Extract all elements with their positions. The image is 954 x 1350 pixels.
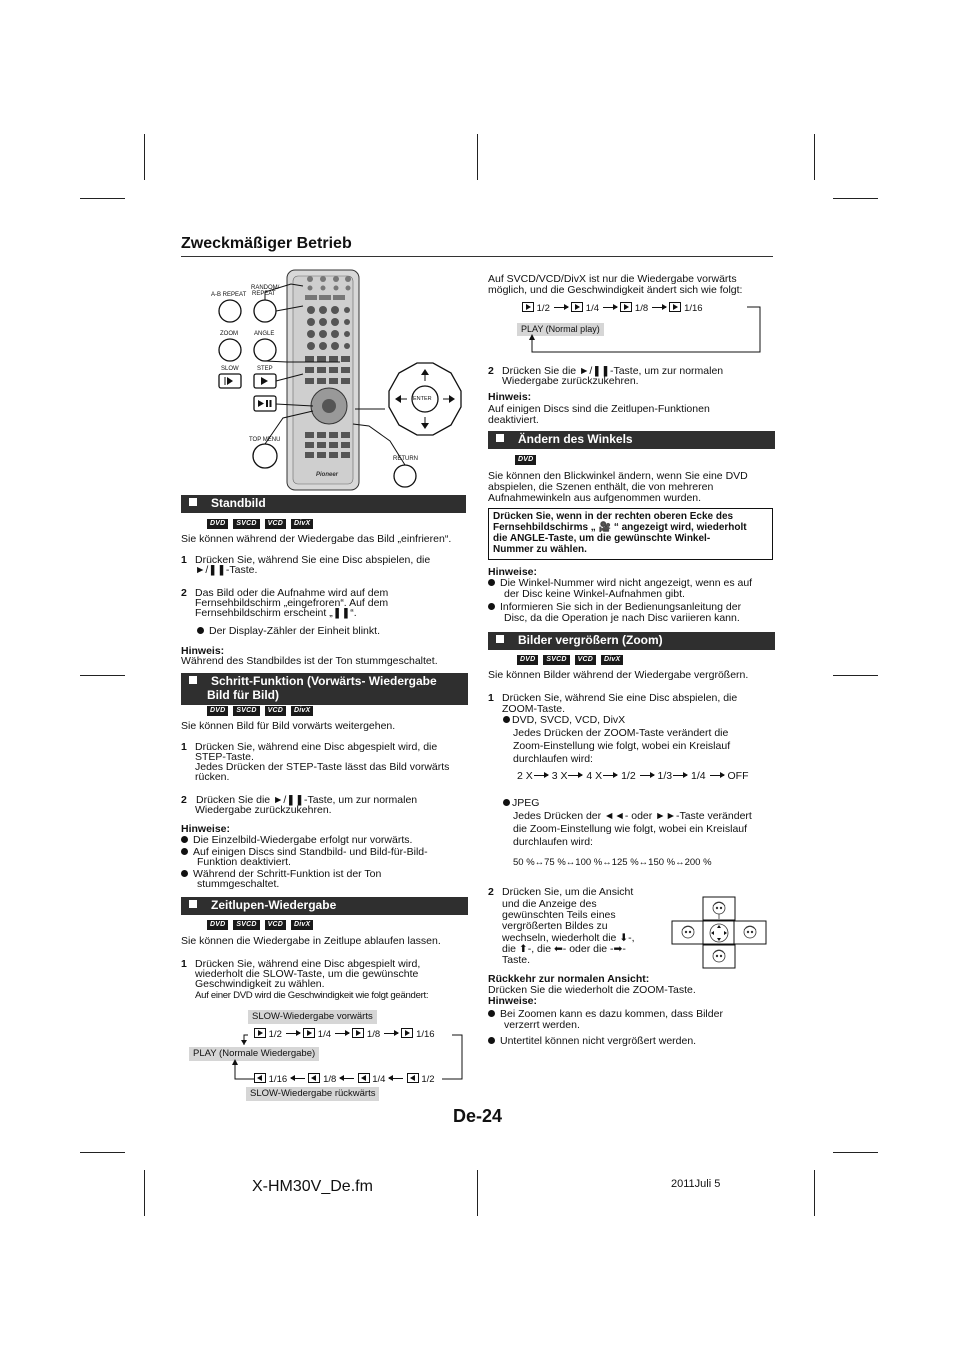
- step-text: Wiedergabe zurückzukehren.: [502, 375, 639, 387]
- crop-mark: [80, 675, 125, 676]
- badge-divx: DivX: [601, 655, 623, 665]
- svcd-text: Auf SVCD/VCD/DivX ist nur die Wiedergabe vorwärts: [488, 273, 737, 285]
- zoom-pan-diagram: [671, 896, 767, 970]
- badge-dvd: DVD: [515, 455, 536, 465]
- badge-dvd: DVD: [207, 519, 228, 529]
- label-step: STEP: [257, 366, 273, 372]
- step-text: Drücken Sie die ►/❚❚-Taste, um zur normalen: [502, 365, 724, 377]
- crop-mark: [814, 1170, 815, 1216]
- step-text: die ⬆-, die ⬅- oder die -➡-: [502, 943, 626, 955]
- step-text: Fernsehbildschirm erscheint „❚❚“.: [195, 607, 357, 619]
- crop-mark: [144, 134, 145, 180]
- footer-date: 2011Juli 5: [671, 1178, 721, 1190]
- disc-badges: [515, 455, 536, 465]
- badge-svcd: SVCD: [233, 920, 259, 930]
- step-text: STEP-Taste.: [195, 751, 254, 763]
- step-text: Wiedergabe zurückzukehren.: [195, 804, 332, 816]
- winkel-instruction-box: [488, 508, 773, 560]
- svcd-steps: 1/2 1/4 1/8 1/16: [522, 302, 703, 315]
- step-text: Auf einer DVD wird die Geschwindigkeit wie folgt geändert:: [195, 990, 429, 1001]
- hinweis-text: Auf einigen Discs sind die Zeitlupen-Funktionen: [488, 403, 710, 415]
- hinweis-label: Hinweis:: [488, 391, 532, 403]
- crop-mark: [833, 198, 878, 199]
- step-text: Geschwindigkeit zu wählen.: [195, 978, 325, 990]
- crop-mark: [80, 198, 125, 199]
- badge-svcd: SVCD: [233, 519, 259, 529]
- crop-mark: [144, 1170, 145, 1216]
- step-text: Drücken Sie, während Sie eine Disc abspielen, die: [502, 692, 738, 704]
- step-number: 2: [488, 365, 494, 377]
- step-text: Taste.: [502, 954, 531, 966]
- disc-badges: [207, 920, 313, 930]
- box-line: Nummer zu wählen.: [493, 544, 587, 555]
- label-random-repeat-2: REPEAT: [252, 291, 276, 297]
- rueckkehr-text: Drücken Sie die wiederholt die ZOOM-Taste.: [488, 984, 696, 996]
- label-return: RETURN: [393, 456, 418, 462]
- badge-vcd: VCD: [265, 706, 286, 716]
- svcd-text: möglich, und die Geschwindigkeit ändert sich wie folgt:: [488, 284, 743, 296]
- page-title: Zweckmäßiger Betrieb: [181, 235, 352, 252]
- section-standbild: Standbild: [181, 495, 466, 513]
- disc-badges: [207, 706, 313, 716]
- bullet-item: Untertitel können nicht vergrößert werden.: [488, 1035, 696, 1048]
- section-winkel: Ändern des Winkels: [488, 431, 775, 449]
- badge-divx: DivX: [291, 920, 313, 930]
- slow-cycle-lines: [230, 1025, 470, 1085]
- bullet-item: DVD, SVCD, VCD, DivX: [503, 714, 625, 727]
- box-line: Drücken Sie, wenn in der rechten oberen Ecke des: [493, 511, 734, 522]
- zoom-sequence: 2 X 3 X 4 X 1/2 1/3 1/4 OFF: [517, 770, 749, 782]
- step-text: rücken.: [195, 771, 230, 783]
- step-number: 2: [181, 587, 187, 599]
- bullet-item: Die Einzelbild-Wiedergabe erfolgt nur vorwärts.: [181, 834, 412, 847]
- step-text: wiederholt die SLOW-Taste, um die gewünschte: [195, 968, 419, 980]
- step-text: Zoom-Einstellung wie folgt, wobei ein Kreislauf: [513, 740, 731, 752]
- crop-mark: [477, 134, 478, 180]
- crop-mark: [833, 1152, 878, 1153]
- label-ab-repeat: A-B REPEAT: [211, 292, 247, 298]
- badge-dvd: DVD: [517, 655, 538, 665]
- step-number: 1: [488, 692, 494, 704]
- label-random-repeat: RANDOM/: [251, 285, 280, 291]
- hinweis-text: deaktiviert.: [488, 414, 539, 426]
- step-text: Das Bild oder die Aufnahme wird auf dem: [195, 587, 389, 599]
- hinweise-label: Hinweise:: [488, 995, 538, 1007]
- jpeg-zoom-sequence: 50 %↔75 %↔100 %↔125 %↔150 %↔200 %: [513, 857, 712, 868]
- winkel-text: Sie können den Blickwinkel ändern, wenn Sie eine DVD: [488, 470, 748, 482]
- section-schritt: Schritt-Funktion (Vorwärts- Wiedergabe Bild für Bild): [181, 673, 468, 705]
- step-text: ZOOM-Taste.: [502, 703, 566, 715]
- bullet-item-cont: der Disc keine Winkel-Aufnahmen gibt.: [504, 588, 685, 600]
- badge-vcd: VCD: [265, 519, 286, 529]
- bullet-item: Informieren Sie sich in der Bedienungsanleitung der: [488, 601, 741, 614]
- step-text: Drücken Sie, während eine Disc abgespielt wird,: [195, 958, 421, 970]
- crop-mark: [477, 1170, 478, 1216]
- bullet-item: Während der Schritt-Funktion ist der Ton: [181, 868, 381, 881]
- step-text: die Zoom-Einstellung wie folgt, wobei ein Kreislauf: [513, 823, 748, 835]
- step-text: ►/❚❚-Taste.: [195, 564, 258, 576]
- bullet-item: JPEG: [503, 797, 539, 810]
- slow-reverse-steps: 1/16 1/8 1/4 1/2: [254, 1073, 435, 1086]
- label-enter: ENTER: [413, 396, 432, 402]
- section-zoom: Bilder vergrößern (Zoom): [488, 632, 775, 650]
- step-text: Jedes Drücken der ZOOM-Taste verändert die: [513, 727, 729, 739]
- step-text: durchlaufen wird:: [513, 836, 593, 848]
- box-line: Fernsehbildschirms „ 🎥 “ angezeigt wird, wiederholt: [493, 522, 747, 533]
- step-number: 2: [488, 886, 494, 898]
- label-slow: SLOW: [221, 366, 239, 372]
- box-line: die ANGLE-Taste, um die gewünschte Winkel-: [493, 533, 711, 544]
- hinweise-label: Hinweise:: [488, 566, 538, 578]
- disc-badges: [517, 655, 623, 665]
- step-text: Fernsehbildschirm „eingefroren“. Auf dem: [195, 597, 389, 609]
- crop-mark: [80, 1152, 125, 1153]
- step-text: gewünschten Teils eines: [502, 909, 616, 921]
- badge-vcd: VCD: [265, 920, 286, 930]
- standbild-intro: Sie können während der Wiedergabe das Bild „einfrieren“.: [181, 533, 452, 545]
- slow-forward-steps: 1/2 1/4 1/8 1/16: [254, 1028, 435, 1041]
- badge-dvd: DVD: [207, 920, 228, 930]
- step-text: Drücken Sie die ►/❚❚-Taste, um zur normalen: [196, 794, 418, 806]
- zoom-intro: Sie können Bilder während der Wiedergabe vergrößern.: [488, 669, 749, 681]
- hinweise-label: Hinweise:: [181, 823, 231, 835]
- play-normal-label: PLAY (Normal play): [517, 323, 604, 336]
- step-text: und die Anzeige des: [502, 898, 597, 910]
- step-text: Jedes Drücken der ◄◄- oder ►►-Taste verändert: [513, 810, 752, 822]
- rueckkehr-label: Rückkehr zur normalen Ansicht:: [488, 973, 650, 985]
- bullet-item-cont: Disc, da die Operation je nach Disc variieren kann.: [504, 612, 740, 624]
- step-text: wechseln, wiederholt die ⬇-,: [502, 932, 635, 944]
- remote-illustration: [205, 266, 470, 496]
- hinweis-text: Während des Standbildes ist der Ton stummgeschaltet.: [181, 655, 438, 667]
- winkel-text: abspielen, die Szenen enthält, die von mehreren: [488, 481, 714, 493]
- bullet-item: Auf einigen Discs sind Standbild- und Bild-für-Bild-: [181, 846, 428, 859]
- badge-divx: DivX: [291, 706, 313, 716]
- step-number: 1: [181, 554, 187, 566]
- step-text: Jedes Drücken der STEP-Taste lässt das Bild vorwärts: [195, 761, 450, 773]
- step-text: Drücken Sie, während eine Disc abgespielt wird, die: [195, 741, 438, 753]
- page-number: De-24: [453, 1106, 503, 1126]
- step-number: 2: [181, 794, 187, 806]
- label-top-menu: TOP MENU: [249, 437, 281, 443]
- winkel-text: Aufnahmewinkeln aus aufgenommen wurden.: [488, 492, 702, 504]
- slow-reverse-label: SLOW-Wiedergabe rückwärts: [246, 1087, 379, 1101]
- bullet-item: Bei Zoomen kann es dazu kommen, dass Bilder: [488, 1008, 723, 1021]
- crop-mark: [833, 675, 878, 676]
- footer-filename: X-HM30V_De.fm: [252, 1178, 373, 1195]
- play-normal-label: PLAY (Normale Wiedergabe): [189, 1047, 319, 1061]
- disc-badges: [207, 519, 313, 529]
- bullet-item-cont: Funktion deaktiviert.: [197, 856, 291, 868]
- hinweis-label: Hinweis:: [181, 645, 225, 657]
- badge-dvd: DVD: [207, 706, 228, 716]
- label-zoom: ZOOM: [220, 331, 238, 337]
- brand-logo: Pioneer: [316, 472, 339, 478]
- step-number: 1: [181, 958, 187, 970]
- bullet-item: Der Display-Zähler der Einheit blinkt.: [197, 625, 380, 638]
- bullet-item-cont: stummgeschaltet.: [197, 878, 280, 890]
- badge-svcd: SVCD: [543, 655, 569, 665]
- badge-svcd: SVCD: [233, 706, 259, 716]
- bullet-item: Die Winkel-Nummer wird nicht angezeigt, wenn es auf: [488, 577, 752, 590]
- schritt-intro: Sie können Bild für Bild vorwärts weitergehen.: [181, 720, 396, 732]
- badge-vcd: VCD: [575, 655, 596, 665]
- section-zeitlupe: Zeitlupen-Wiedergabe: [181, 897, 468, 915]
- step-text: Drücken Sie, um die Ansicht: [502, 886, 634, 898]
- step-text: durchlaufen wird:: [513, 753, 593, 765]
- bullet-item-cont: verzerrt werden.: [504, 1019, 580, 1031]
- zeitlupe-intro: Sie können die Wiedergabe in Zeitlupe ablaufen lassen.: [181, 935, 441, 947]
- label-angle: ANGLE: [254, 331, 275, 337]
- title-rule: [181, 256, 773, 257]
- step-number: 1: [181, 741, 187, 753]
- step-text: vergrößerten Bildes zu: [502, 920, 608, 932]
- step-text: Drücken Sie, während Sie eine Disc abspielen, die: [195, 554, 431, 566]
- slow-forward-label: SLOW-Wiedergabe vorwärts: [248, 1010, 377, 1024]
- badge-divx: DivX: [291, 519, 313, 529]
- svcd-cycle-lines: [525, 305, 765, 355]
- crop-mark: [814, 134, 815, 180]
